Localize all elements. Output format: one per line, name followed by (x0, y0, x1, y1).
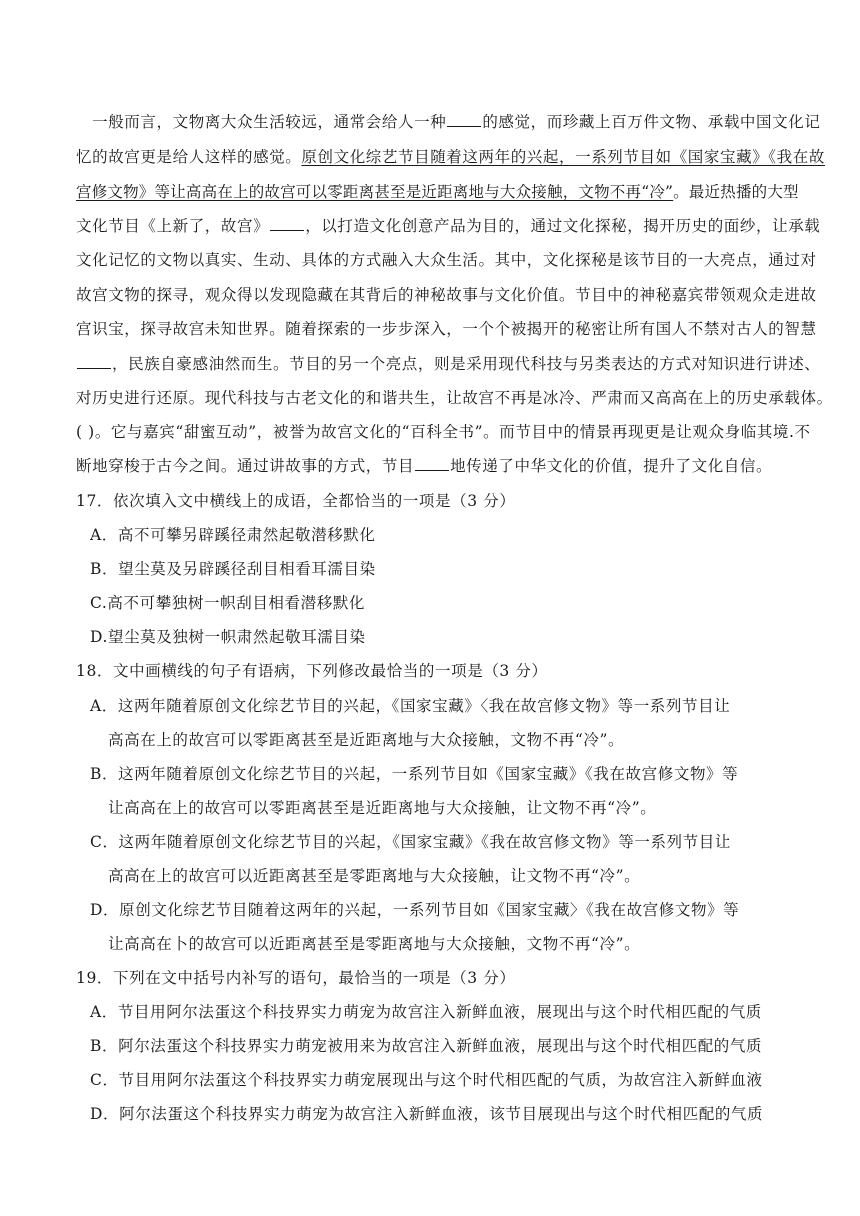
passage-line-7: 宫识宝，探寻故宫未知世界。随着探索的一步步深入，一个个被揭开的秘密让所有国人不禁对古人的智慧 (76, 320, 817, 338)
question-17-stem: 17．依次填入文中横线上的成语，全都恰当的一项是（3 分） (76, 492, 516, 510)
q18-option-c-line-1: C．这两年随着原创文化综艺节目的兴起，《国家宝藏》《我在故宫修文物》等一系列节目让 (90, 833, 731, 851)
q18-option-a-line-2: 高高在上的故宫可以零距离甚至是近距离地与大众接触，文物不再“冷”。 (108, 731, 625, 749)
q18-option-d-line-1: D．原创文化综艺节目随着这两年的兴起，一系列节目如《国家宝藏〉《我在故宫修文物》等 (90, 901, 740, 919)
passage-line-1 (76, 112, 820, 132)
text-span: 的感觉，而珍藏上百万件文物、承载中国文化记 (482, 113, 821, 131)
text-span: ，以打造文化创意产品为目的，通过文化探秘，揭开历史的面纱，让承载 (305, 217, 821, 235)
q17-option-c: C.高不可攀独树一帜刮目相看潜移默化 (90, 594, 366, 612)
q18-option-c-line-2: 高高在上的故宫可以近距离甚至是零距离地与大众接触，让文物不再“冷”。 (108, 867, 641, 885)
q19-option-c: C．节目用阿尔法蛋这个科技界实力萌宠展现出与这个时代相匹配的气质，为故宫注入新鲜血液 (90, 1071, 763, 1089)
fill-blank-3 (77, 354, 111, 369)
fill-blank-2 (270, 216, 304, 231)
q17-option-b: B．望尘莫及另辟蹊径刮目相看耳濡目染 (90, 560, 376, 578)
passage-line-10: ( )。它与嘉宾“甜蜜互动”，被誉为故宫文化的“百科全书”。而节目中的情景再现更是让观众身临其境.不 (76, 423, 811, 441)
q19-option-b: B．阿尔法蛋这个科技界实力萌宠被用来为故宫注入新鲜血液，展现出与这个时代相匹配的气质 (90, 1037, 763, 1055)
text-span: 文化节目《上新了，故宫》 (76, 217, 270, 235)
q19-option-a: A．节目用阿尔法蛋这个科技界实力萌宠为故宫注入新鲜血液，展现出与这个时代相匹配的气质 (90, 1003, 762, 1021)
passage-line-11 (76, 456, 772, 476)
text-span: 忆的故宫更是给人这样的感觉。 (76, 148, 302, 166)
question-19-stem: 19．下列在文中括号内补写的语句，最恰当的一项是（3 分） (76, 969, 516, 987)
passage-line-9: 对历史进行还原。现代科技与古老文化的和谐共生，让故宫不再是冰冷、严肃而又高高在上的历史承载体。 (76, 389, 833, 407)
fill-blank-4 (415, 456, 449, 471)
underlined-sentence: 宫修文物》等让高高在上的故宫可以零距离甚至是近距离地与大众接触，文物不再“冷” (76, 183, 674, 201)
passage-line-6: 故宫文物的探寻，观众得以发现隐藏在其背后的神秘故事与文化价值。节目中的神秘嘉宾带领观众走进故 (76, 286, 817, 304)
text-span: 断地穿梭于古今之间。通过讲故事的方式，节目 (76, 457, 415, 475)
q17-option-a: A．高不可攀另辟蹊径肃然起敬潜移默化 (90, 526, 376, 544)
q18-option-d-line-2: 让高高在卜的故宫可以近距离甚至是零距离地与大众接触，文物不再“冷”。 (108, 935, 641, 953)
q18-option-a-line-1: A．这两年随着原创文化综艺节目的兴起，《国家宝藏》〈我在故宫修文物》等一系列节目让 (90, 697, 731, 715)
text-span: 。最近热播的大型 (673, 183, 799, 201)
question-18-stem: 18．文中画横线的句子有语病，下列修改最恰当的一项是（3 分） (76, 662, 548, 680)
fill-blank-1 (447, 112, 481, 127)
passage-line-3 (76, 182, 799, 202)
q17-option-d: D.望尘莫及独树一帜肃然起敬耳濡目染 (90, 628, 366, 646)
passage-line-4 (76, 216, 820, 236)
text-span: 地传递了中华文化的价值，提升了文化自信。 (450, 457, 773, 475)
q19-option-d: D．阿尔法蛋这个科技界实力萌宠为故宫注入新鲜血液，该节目展现出与这个时代相匹配的气质 (90, 1105, 764, 1123)
passage-line-8 (76, 354, 820, 374)
passage-line-2 (76, 147, 825, 167)
q18-option-b-line-1: B．这两年随着原创文化综艺节目的兴起，一系列节目如《国家宝藏》《我在故宫修文物》等 (90, 765, 739, 783)
text-span: ，民族自豪感油然而生。节目的另一个亮点，则是采用现代科技与另类表达的方式对知识进行讲述、 (112, 355, 821, 373)
text-span: 一般而言，文物离大众生活较远，通常会给人一种 (76, 113, 447, 131)
underlined-sentence: 原创文化综艺节目随着这两年的兴起，一系列节目如《国家宝藏》《我在故 (301, 148, 825, 166)
passage-line-5: 文化记忆的文物以真实、生动、具体的方式融入大众生活。其中，文化探秘是该节目的一大亮点，通过对 (76, 251, 817, 269)
q18-option-b-line-2: 让高高在上的故宫可以零距离甚至是近距离地与大众接触，让文物不再“冷”。 (108, 799, 657, 817)
